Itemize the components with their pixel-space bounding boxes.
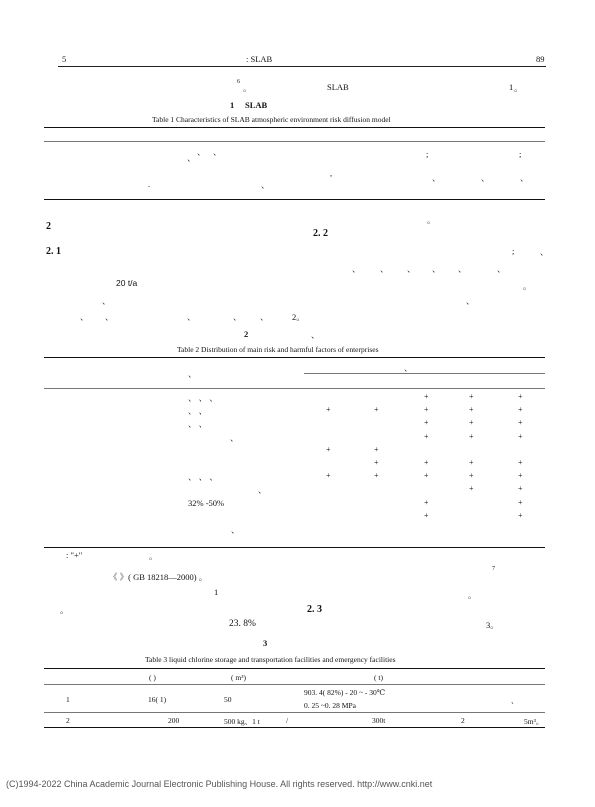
citation-superscript: 7 — [492, 566, 495, 572]
header-rule — [58, 66, 546, 67]
table1-mark: ; — [519, 149, 522, 159]
table2-cell-mark: + — [424, 392, 429, 401]
table2-title-number: 2 — [244, 329, 249, 339]
table1-mark: 、 — [432, 173, 441, 183]
table2-cell-mark: + — [518, 471, 523, 481]
table3-row2-d: 2 — [461, 716, 465, 725]
table2-cell-mark: + — [469, 392, 474, 401]
list-mark: 、 — [407, 264, 416, 274]
table3-row1-c2: 0. 25 ~0. 28 MPa — [304, 701, 356, 710]
table3-row1-d: 、 — [511, 696, 519, 705]
table2-row-label: 、 — [230, 432, 239, 443]
table2-cell-mark: + — [518, 392, 523, 401]
list-mark: 、 — [80, 312, 89, 322]
page-left-number: 5 — [62, 54, 67, 64]
table2-cell-mark: + — [326, 444, 331, 454]
table2-cell-mark: + — [469, 484, 474, 494]
table3-title-number: 3 — [263, 638, 268, 648]
table2-row-label: 、 、 — [188, 419, 208, 430]
table2-cell-mark: + — [424, 458, 429, 467]
table3-header-rule — [44, 684, 545, 685]
table2-cell-mark: + — [424, 405, 429, 415]
citation-superscript: 6 — [237, 79, 240, 85]
table2-cell-mark: + — [518, 510, 523, 520]
table2-cell-mark: + — [424, 510, 429, 520]
page-number: 89 — [536, 54, 545, 64]
table1-mark: 、 — [261, 180, 270, 190]
table3-row2-e: 5m³。 — [524, 717, 544, 726]
section2-comma: 、 — [540, 247, 549, 257]
table1-mark: , — [330, 168, 333, 178]
paragraph-period: 。 — [468, 590, 477, 600]
table3-header-unit-t: ( t) — [374, 673, 383, 682]
table2-cell-mark: + — [374, 405, 379, 415]
table1-caption: Table 1 Characteristics of SLAB atmospheric environment risk diffusion model — [152, 115, 391, 124]
table3-row1-a: 16( 1) — [148, 695, 167, 704]
table2-cell-mark: + — [469, 405, 474, 415]
table3-caption: Table 3 liquid chlorine storage and transportation facilities and emergency facilities — [145, 655, 396, 664]
section2-right-period: 。 — [427, 215, 436, 225]
table3-row-rule — [44, 712, 545, 713]
intro-end: 。 — [514, 83, 523, 93]
table3-top-rule — [44, 668, 545, 669]
table2-header-mark-right: 、 — [404, 363, 413, 373]
table3-header-unit-m3: ( m³) — [231, 673, 246, 682]
table3-row2-slash: / — [286, 716, 289, 725]
table3-row2-b: 500 kg、1 t — [224, 717, 260, 726]
table2-reference: 2。 — [292, 312, 305, 322]
table2-subheader-rule — [304, 373, 545, 374]
gb-standard-reference: 《 》( GB 18218—2000) 。 — [109, 572, 208, 582]
table2-row-label: 32% -50% — [188, 497, 225, 508]
list-mark: 、 — [105, 312, 114, 322]
running-title: : SLAB — [246, 54, 273, 64]
list-mark: 、 — [458, 264, 467, 274]
table2-cell-mark: + — [374, 458, 379, 467]
table1-bottom-rule — [44, 199, 545, 200]
table2-bottom-rule — [44, 547, 545, 548]
list-mark: 、 — [432, 264, 441, 274]
paragraph-period: 。 — [60, 605, 69, 615]
copyright-footer: (C)1994-2022 China Academic Journal Electronic Publishing House. All rights reserved. http://www.cnki.net — [6, 779, 433, 789]
table1-reference: 1 — [214, 587, 219, 597]
table3-bottom-rule — [44, 727, 545, 728]
table2-cell-mark: + — [518, 405, 523, 415]
list-mark: 、 — [352, 264, 361, 274]
table1-title-slab: SLAB — [245, 100, 268, 110]
list-mark: 、 — [497, 264, 506, 274]
intro-period: 。 — [243, 83, 252, 93]
table1-mark: 、 — [481, 173, 490, 183]
table2-cell-mark: + — [326, 471, 331, 481]
list-mark: 、 — [380, 264, 389, 274]
table3-row1-b: 50 — [224, 695, 232, 704]
capacity-value: 20 t/a — [116, 278, 138, 288]
table2-row-label: 、 — [231, 525, 240, 535]
table2-title-mark: 、 — [311, 330, 320, 340]
table2-note: : "+" — [66, 550, 83, 560]
comma-mark: 、 — [102, 296, 111, 306]
table2-cell-mark: + — [469, 418, 474, 428]
list-mark: 、 — [260, 312, 269, 322]
table1-top-rule — [44, 127, 545, 128]
capacity-line-end: 。 — [523, 281, 532, 291]
table2-header-mark-left: 、 — [188, 369, 197, 379]
table2-cell-mark: + — [518, 484, 523, 494]
table2-cell-mark: + — [326, 405, 331, 415]
table2-row-label: 、 、 — [188, 406, 208, 417]
table3-reference: 3。 — [486, 620, 499, 630]
table2-cell-mark: + — [518, 431, 523, 441]
table1-header-rule — [44, 141, 545, 142]
table3-row2-a: 200 — [168, 716, 180, 725]
table1-mark: 、 — [520, 173, 529, 183]
section-2-2-heading: 2. 2 — [313, 228, 328, 239]
table2-cell-mark: + — [469, 471, 474, 481]
percent-value: 23. 8% — [229, 619, 256, 629]
table3-row1-no: 1 — [66, 695, 70, 704]
table1-mark: 、 — [213, 147, 222, 157]
table2-caption: Table 2 Distribution of main risk and harmful factors of enterprises — [177, 345, 379, 354]
table2-note-end: 。 — [149, 551, 158, 561]
table3-row2-c1: 300t — [372, 716, 386, 725]
table2-cell-mark: + — [424, 418, 429, 428]
table1-mark: ; — [426, 149, 429, 159]
table1-mark: 、 — [187, 153, 196, 163]
table3-row1-c1: 903. 4( 82%) - 20 ~ - 30℃ — [304, 688, 386, 697]
table2-cell-mark: + — [469, 458, 474, 467]
table2-cell-mark: + — [469, 431, 474, 441]
table2-cell-mark: + — [518, 458, 523, 467]
table2-row-label: 、 、 、 — [188, 393, 218, 403]
table3-row2-no: 2 — [66, 716, 70, 725]
table2-cell-mark: + — [374, 471, 379, 481]
intro-slab: SLAB — [327, 82, 349, 92]
table2-row-label: 、 — [258, 485, 267, 496]
section-2-3-heading: 2. 3 — [307, 604, 322, 615]
section-2-heading: 2 — [46, 221, 51, 232]
section-2-1-heading: 2. 1 — [46, 246, 61, 257]
table2-top-rule — [44, 357, 545, 358]
list-mark: 、 — [187, 312, 196, 322]
list-mark: 、 — [233, 312, 242, 322]
table2-cell-mark: + — [424, 471, 429, 481]
table1-mark: . — [148, 179, 151, 189]
table2-row-label: 、 、 、 — [188, 472, 218, 483]
table1-title-number: 1 — [230, 100, 235, 110]
table2-cell-mark: + — [518, 418, 523, 428]
table2-cell-mark: + — [374, 444, 379, 454]
table1-mark: 、 — [197, 147, 206, 157]
table2-header-rule — [44, 388, 545, 389]
intro-one: 1 — [509, 82, 514, 92]
table2-cell-mark: + — [424, 497, 429, 507]
table2-cell-mark: + — [424, 431, 429, 441]
table3-header-unit: ( ) — [149, 673, 156, 682]
table2-cell-mark: + — [518, 497, 523, 507]
section2-semicolon: ; — [512, 246, 515, 256]
comma-mark: 、 — [466, 296, 475, 306]
